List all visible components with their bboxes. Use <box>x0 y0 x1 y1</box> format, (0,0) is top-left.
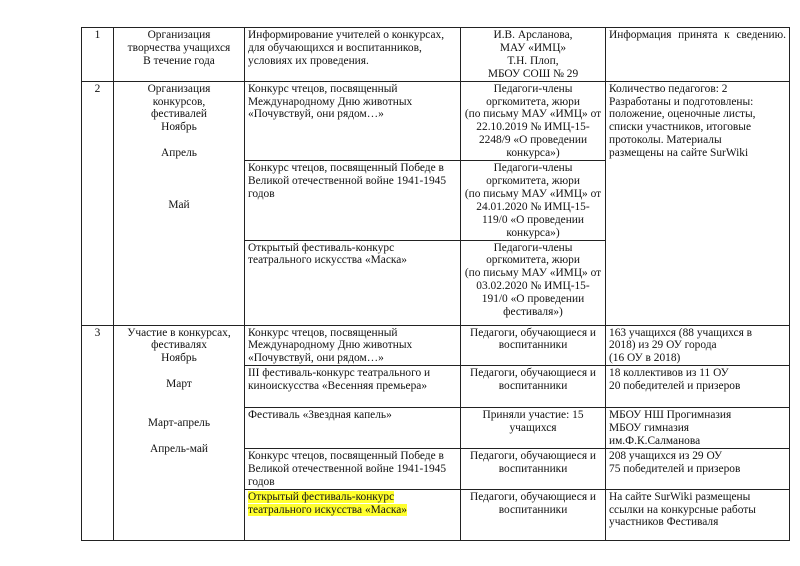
table-row <box>82 325 790 366</box>
event-cell: III фестиваль-конкурс театрального и киноискусства «Весенняя премьера» <box>245 366 461 408</box>
participants-cell: Педагоги, обучающиеся и воспитанники <box>461 366 606 408</box>
result-cell: На сайте SurWiki размещены ссылки на конкурсные работы участников Фестиваля <box>606 489 790 540</box>
plan-table <box>81 27 790 541</box>
table-row <box>82 81 790 160</box>
highlighted-event-text: Открытый фестиваль-конкурс театрального искусства «Маска» <box>248 490 407 516</box>
result-cell: 163 учащихся (88 учащихся в 2018) из 29 ОУ города (16 ОУ в 2018) <box>606 325 790 366</box>
row-number: 3 <box>82 325 114 540</box>
event-cell: Конкурс чтецов, посвященный Международному Дню животных «Почувствуй, они рядом…» <box>245 325 461 366</box>
event-cell: Информирование учителей о конкурсах, для обучающихся и воспитанников, условиях их проведения. <box>245 28 461 82</box>
participants-cell: И.В. Арсланова, МАУ «ИМЦ» Т.Н. Плоп, МБОУ СОШ № 29 <box>461 28 606 82</box>
result-cell: Информация принята к сведению. <box>606 28 790 82</box>
row-number: 2 <box>82 81 114 325</box>
participants-cell: Педагоги, обучающиеся и воспитанники <box>461 489 606 540</box>
result-cell: 208 учащихся из 29 ОУ 75 победителей и призеров <box>606 448 790 489</box>
participants-cell: Приняли участие: 15 учащихся <box>461 408 606 449</box>
event-cell: Конкурс чтецов, посвященный Победе в Великой отечественной войне 1941-1945 годов <box>245 161 461 240</box>
topic-cell: Участие в конкурсах, фестивалях Ноябрь Март Март-апрель Апрель-май <box>114 325 245 540</box>
event-cell: Фестиваль «Звездная капель» <box>245 408 461 449</box>
participants-cell: Педагоги-члены оргкомитета, жюри (по письму МАУ «ИМЦ» от 24.01.2020 № ИМЦ-15- 119/0 «О проведении конкурса») <box>461 161 606 240</box>
event-cell: Открытый фестиваль-конкурс театрального искусства «Маска» <box>245 240 461 325</box>
table-row <box>82 28 790 82</box>
result-cell: Количество педагогов: 2 Разработаны и подготовлены: положение, оценочные листы, списки участников, итоговые протоколы. Материалы размещены на сайте SurWiki <box>606 81 790 325</box>
event-cell: Конкурс чтецов, посвященный Победе в Великой отечественной войне 1941-1945 годов <box>245 448 461 489</box>
participants-cell: Педагоги, обучающиеся и воспитанники <box>461 325 606 366</box>
event-cell <box>245 489 461 540</box>
participants-cell: Педагоги-члены оргкомитета, жюри (по письму МАУ «ИМЦ» от 03.02.2020 № ИМЦ-15- 191/0 «О проведении фестиваля») <box>461 240 606 325</box>
row-number: 1 <box>82 28 114 82</box>
participants-cell: Педагоги-члены оргкомитета, жюри (по письму МАУ «ИМЦ» от 22.10.2019 № ИМЦ-15- 2248/9 «О проведении конкурса») <box>461 81 606 160</box>
event-cell: Конкурс чтецов, посвященный Международному Дню животных «Почувствуй, они рядом…» <box>245 81 461 160</box>
result-cell: МБОУ НШ Прогимназия МБОУ гимназия им.Ф.К.Салманова <box>606 408 790 449</box>
topic-cell: Организация конкурсов, фестивалей Ноябрь Апрель Май <box>114 81 245 325</box>
participants-cell: Педагоги, обучающиеся и воспитанники <box>461 448 606 489</box>
topic-cell: Организация творчества учащихся В течение года <box>114 28 245 82</box>
result-cell: 18 коллективов из 11 ОУ 20 победителей и призеров <box>606 366 790 408</box>
